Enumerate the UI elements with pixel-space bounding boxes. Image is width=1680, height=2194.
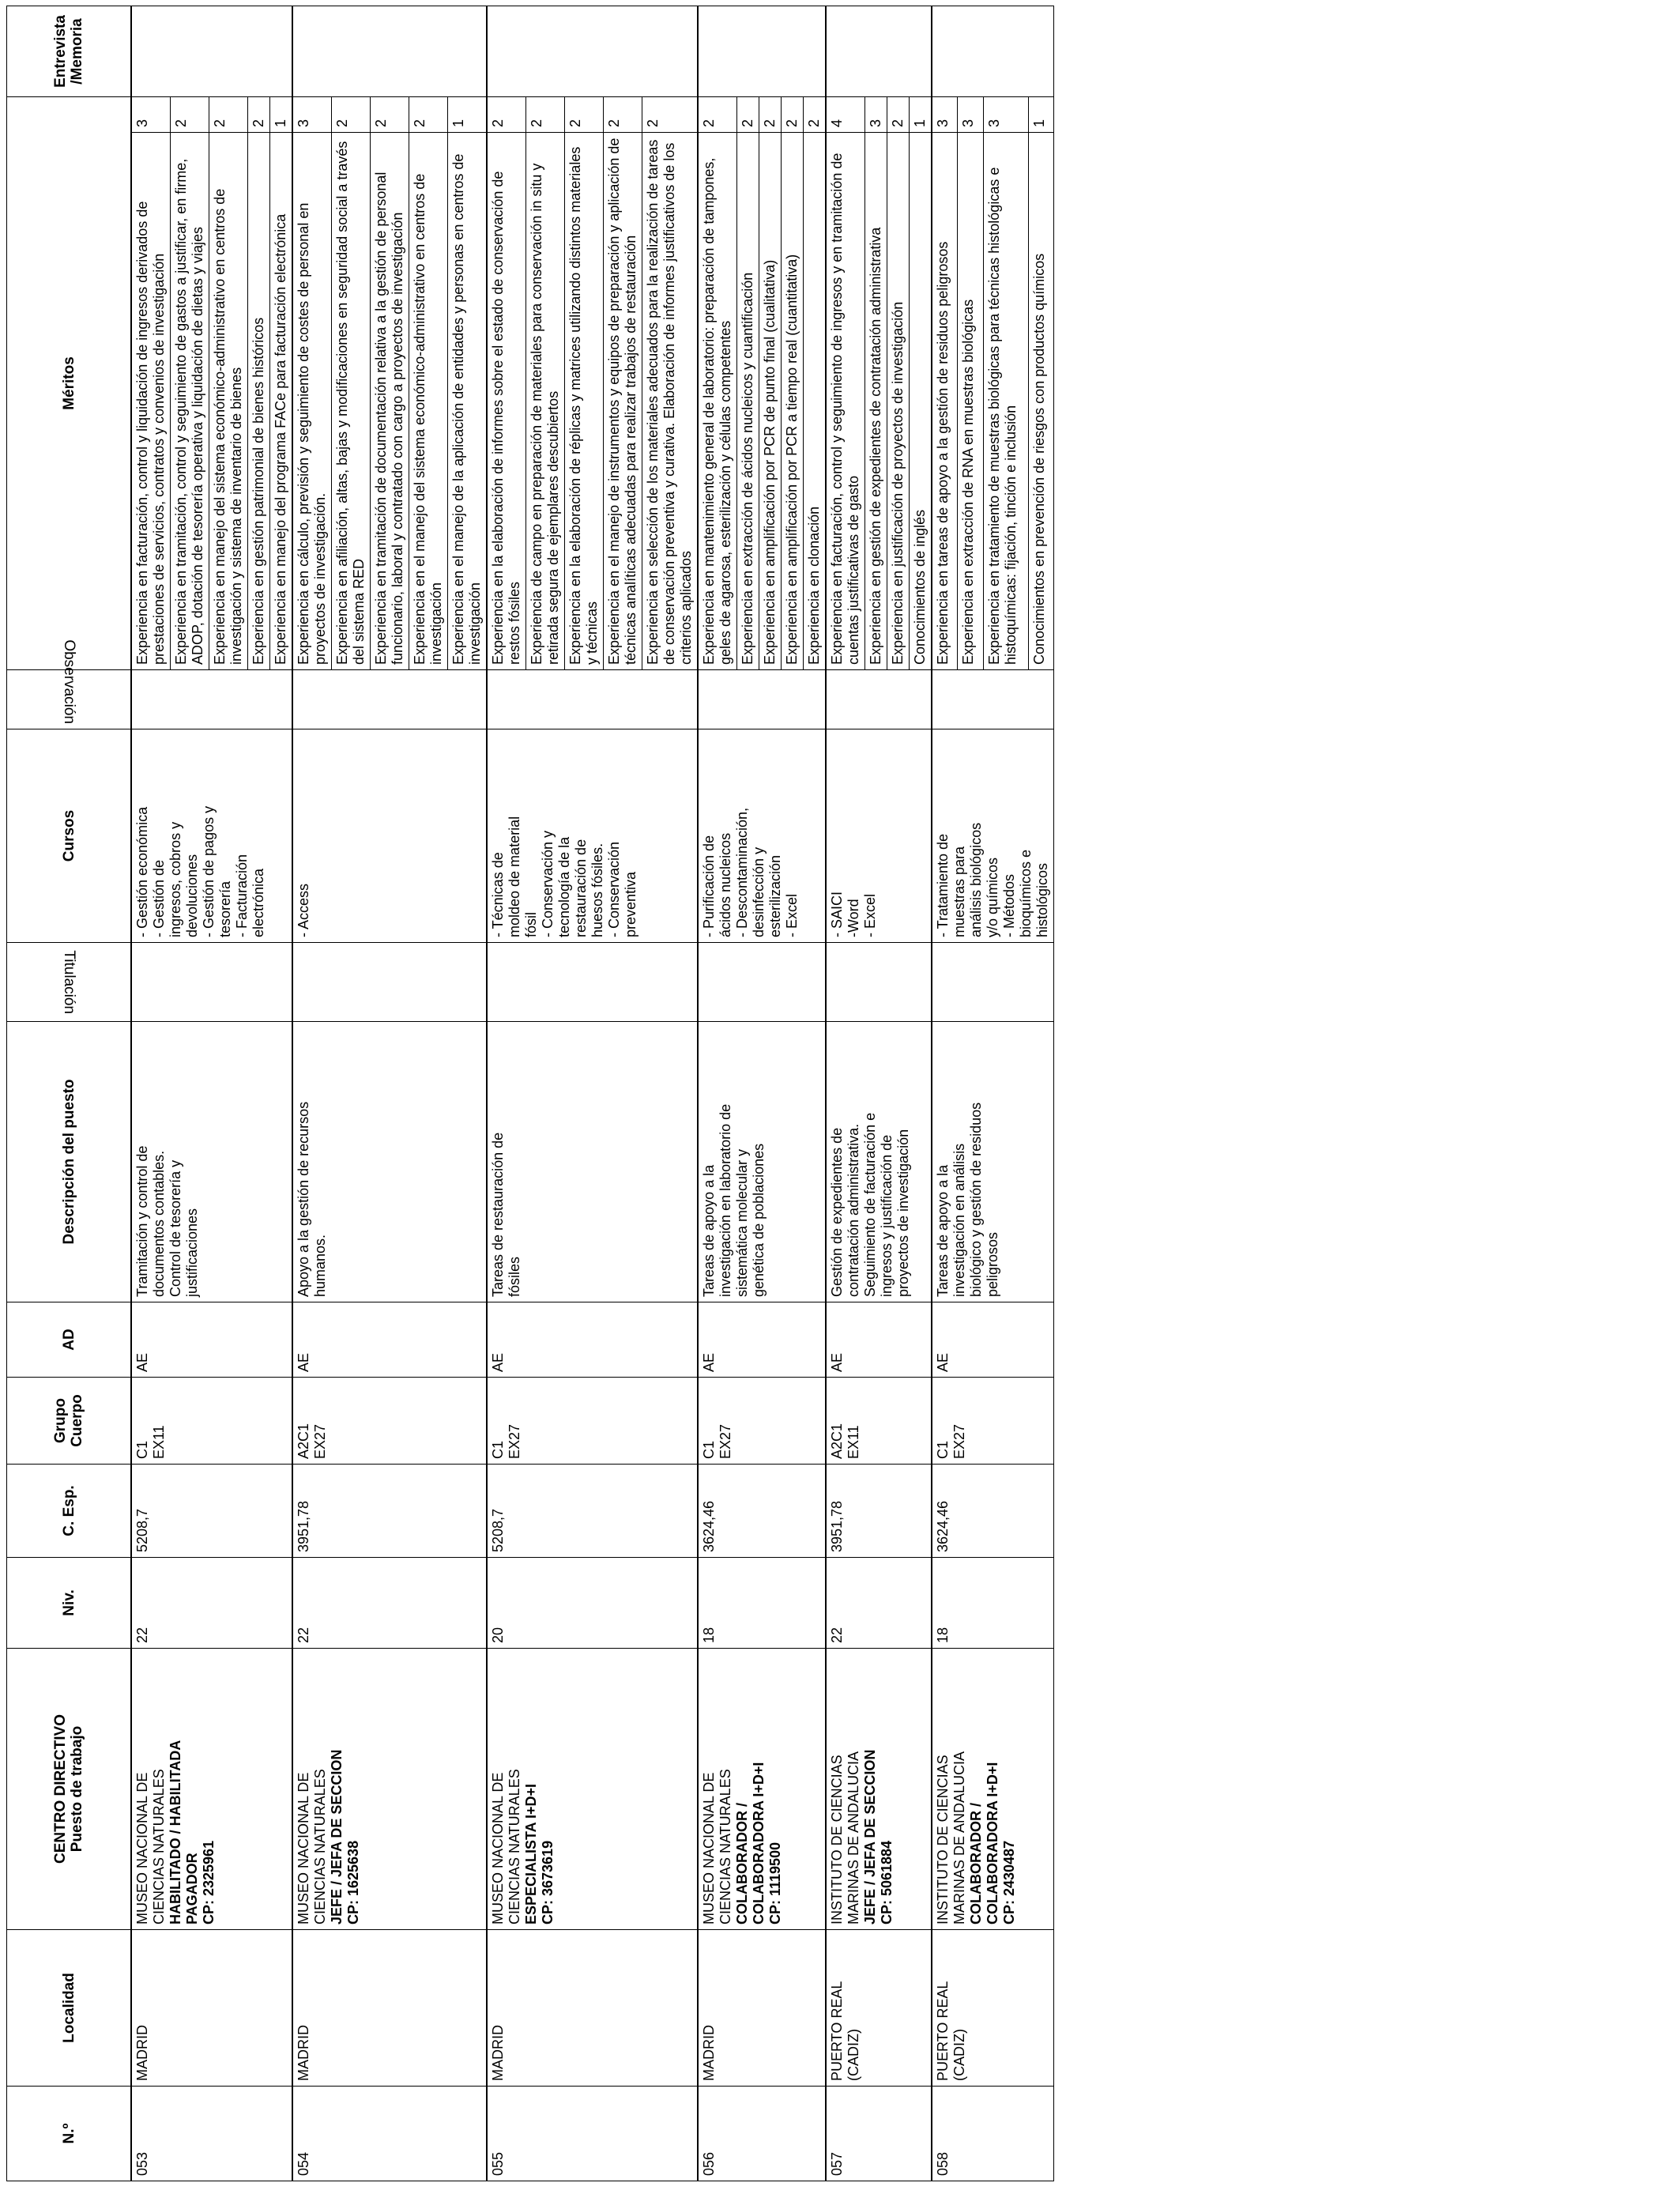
cell-entrevista — [487, 6, 698, 96]
cell-centro — [292, 1649, 487, 1930]
cell-num: 057 — [826, 2087, 932, 2181]
cell-localidad: MADRID — [487, 1930, 698, 2087]
cell-titulacion — [826, 943, 932, 1022]
merito-text: Experiencia en extracción de ácidos nucleicos y cuantificación — [737, 133, 759, 670]
cell-niv: 20 — [487, 1558, 698, 1649]
merito-text: Experiencia en extracción de RNA en muestras biológicas — [958, 133, 983, 670]
cell-ad: AE — [826, 1302, 932, 1378]
table-row — [826, 6, 865, 2181]
cell-num: 058 — [932, 2087, 1054, 2181]
merito-score: 2 — [604, 96, 642, 132]
merito-score: 2 — [759, 96, 782, 132]
centro-name: MUSEO NACIONAL DE CIENCIAS NATURALES — [490, 1769, 522, 1924]
merito-score: 1 — [270, 96, 293, 132]
cell-num: 054 — [292, 2087, 487, 2181]
cell-cesp: 3624,46 — [698, 1465, 826, 1558]
merito-text: Experiencia en selección de los materiales adecuados para la realización de tareas de conservación preventiva y curativa. Elaboración de informes justificativos de los criterios aplicados — [642, 133, 699, 670]
col-cursos: Cursos — [7, 729, 132, 943]
cell-localidad: PUERTO REAL (CADIZ) — [826, 1930, 932, 2087]
merito-text: Experiencia en clonación — [804, 133, 827, 670]
cell-observacion — [131, 670, 292, 729]
cell-ad: AE — [698, 1302, 826, 1378]
merito-text: Experiencia en tareas de apoyo a la gestión de residuos peligrosos — [932, 133, 958, 670]
merito-text: Experiencia en el manejo de instrumentos y equipos de preparación y aplicación de técnicas analíticas adecuadas para realizar trabajos de restauración — [604, 133, 642, 670]
cell-cesp: 5208,7 — [131, 1465, 292, 1558]
puesto-title: JEFE / JEFA DE SECCION CP: 1625638 — [329, 1749, 361, 1924]
cell-desc: Tramitación y control de documentos contables. Control de tesorería y justificaciones — [131, 1022, 292, 1302]
cell-desc: Tareas de restauración de fósiles — [487, 1022, 698, 1302]
col-observacion: Observación — [7, 670, 132, 729]
merito-text: Experiencia en la elaboración de informes sobre el estado de conservación de restos fósiles — [487, 133, 526, 670]
cell-ad: AE — [487, 1302, 698, 1378]
cell-cursos: - Tratamiento de muestras para análisis biológicos y/o químicos - Métodos bioquímicos e histológicos — [932, 729, 1054, 943]
puesto-title: COLABORADOR / COLABORADORA I+D+I CP: 2430487 — [968, 1762, 1017, 1924]
table-row — [131, 6, 171, 2181]
merito-text: Experiencia en el manejo de la aplicación de entidades y personas en centros de investigación — [448, 133, 488, 670]
col-titulacion: Titulación — [7, 943, 132, 1022]
cell-entrevista — [932, 6, 1054, 96]
cell-niv: 22 — [131, 1558, 292, 1649]
cell-observacion — [826, 670, 932, 729]
cell-titulacion — [932, 943, 1054, 1022]
cell-cursos: - Gestión económica - Gestión de ingresos, cobros y devoluciones - Gestión de pagos y tesorería - Facturación electrónica — [131, 729, 292, 943]
merito-score: 2 — [565, 96, 604, 132]
col-entrevista: Entrevista /Memoria — [7, 6, 132, 96]
centro-name: MUSEO NACIONAL DE CIENCIAS NATURALES — [134, 1769, 167, 1924]
cell-grupo: A2C1 EX27 — [292, 1378, 487, 1465]
merito-score: 1 — [1028, 96, 1053, 132]
col-num: N.º — [7, 2087, 132, 2181]
cell-niv: 18 — [698, 1558, 826, 1649]
cell-cursos: - Access — [292, 729, 487, 943]
col-desc: Descripción del puesto — [7, 1022, 132, 1302]
merito-score: 2 — [737, 96, 759, 132]
cell-ad: AE — [131, 1302, 292, 1378]
cell-entrevista — [292, 6, 487, 96]
cell-cesp: 3951,78 — [826, 1465, 932, 1558]
centro-name: INSTITUTO DE CIENCIAS MARINAS DE ANDALUCIA — [829, 1751, 861, 1924]
cell-localidad: MADRID — [698, 1930, 826, 2087]
merito-score: 4 — [826, 96, 865, 132]
table-row — [698, 6, 737, 2181]
merito-score: 2 — [248, 96, 270, 132]
merito-text: Experiencia en cálculo, previsión y seguimiento de costes de personal en proyectos de investigación. — [292, 133, 332, 670]
vacancies-table — [6, 6, 1054, 2181]
merito-text: Experiencia en facturación, control y liquidación de ingresos derivados de prestaciones de servicios, contratos y convenios de investigación — [131, 133, 171, 670]
col-cesp: C. Esp. — [7, 1465, 132, 1558]
cell-titulacion — [131, 943, 292, 1022]
cell-grupo: C1 EX27 — [698, 1378, 826, 1465]
col-localidad: Localidad — [7, 1930, 132, 2087]
merito-score: 3 — [865, 96, 887, 132]
table-row — [487, 6, 526, 2181]
cell-observacion — [698, 670, 826, 729]
puesto-title: HABILITADO / HABILITADA PAGADOR CP: 2325961 — [168, 1740, 217, 1924]
cell-num: 053 — [131, 2087, 292, 2181]
cell-grupo: C1 EX27 — [487, 1378, 698, 1465]
cell-observacion — [292, 670, 487, 729]
cell-entrevista — [698, 6, 826, 96]
col-niv: Niv. — [7, 1558, 132, 1649]
merito-text: Conocimientos en prevención de riesgos con productos químicos — [1028, 133, 1053, 670]
merito-text: Experiencia en tratamiento de muestras biológicas para técnicas histológicas e histoquímicas: fijación, tinción e inclusión — [983, 133, 1028, 670]
merito-score: 2 — [887, 96, 910, 132]
cell-ad: AE — [292, 1302, 487, 1378]
merito-text: Experiencia de campo en preparación de materiales para conservación in situ y retirada segura de ejemplares descubiertos — [526, 133, 565, 670]
cell-cesp: 5208,7 — [487, 1465, 698, 1558]
cell-desc: Tareas de apoyo a la investigación en análisis biológico y gestión de residuos peligrosos — [932, 1022, 1054, 1302]
merito-score: 2 — [171, 96, 209, 132]
cell-desc: Apoyo a la gestión de recursos humanos. — [292, 1022, 487, 1302]
merito-text: Conocimientos de inglés — [910, 133, 932, 670]
header-row — [7, 6, 132, 2181]
merito-score: 1 — [448, 96, 488, 132]
centro-name: MUSEO NACIONAL DE CIENCIAS NATURALES — [701, 1769, 733, 1924]
merito-text: Experiencia en amplificación por PCR a tiempo real (cuantitativa) — [782, 133, 804, 670]
merito-score: 3 — [292, 96, 332, 132]
merito-score: 2 — [487, 96, 526, 132]
merito-score: 3 — [983, 96, 1028, 132]
cell-cursos: - Técnicas de moldeo de material fósil - Conservación y tecnología de la restauración de huesos fósiles. - Conservación preventiva — [487, 729, 698, 943]
merito-text: Experiencia en justificación de proyectos de investigación — [887, 133, 910, 670]
merito-score: 1 — [910, 96, 932, 132]
merito-text: Experiencia en afiliación, altas, bajas y modificaciones en seguridad social a través del sistema RED — [332, 133, 371, 670]
cell-ad: AE — [932, 1302, 1054, 1378]
cell-centro — [698, 1649, 826, 1930]
merito-text: Experiencia en el manejo del sistema económico-administrativo en centros de investigación — [409, 133, 448, 670]
merito-score: 3 — [131, 96, 171, 132]
cell-titulacion — [292, 943, 487, 1022]
cell-centro — [932, 1649, 1054, 1930]
cell-localidad: PUERTO REAL (CADIZ) — [932, 1930, 1054, 2087]
merito-score: 2 — [804, 96, 827, 132]
cell-localidad: MADRID — [292, 1930, 487, 2087]
cell-titulacion — [698, 943, 826, 1022]
merito-score: 2 — [371, 96, 409, 132]
col-grupo: Grupo Cuerpo — [7, 1378, 132, 1465]
cell-grupo: A2C1 EX11 — [826, 1378, 932, 1465]
cell-observacion — [487, 670, 698, 729]
puesto-title: COLABORADOR / COLABORADORA I+D+I CP: 1119500 — [734, 1762, 783, 1924]
cell-desc: Gestión de expedientes de contratación administrativa. Seguimiento de facturación e ingresos y justificación de proyectos de investigación — [826, 1022, 932, 1302]
merito-text: Experiencia en la elaboración de réplicas y matrices utilizando distintos materiales y técnicas — [565, 133, 604, 670]
puesto-title: ESPECIALISTA I+D+I CP: 3673619 — [523, 1783, 556, 1924]
cell-num: 055 — [487, 2087, 698, 2181]
centro-name: INSTITUTO DE CIENCIAS MARINAS DE ANDALUCIA — [935, 1751, 967, 1924]
cell-cursos: - SAICI -Word - Excel — [826, 729, 932, 943]
merito-text: Experiencia en facturación, control y seguimiento de ingresos y en tramitación de cuentas justificativas de gasto — [826, 133, 865, 670]
cell-cursos: - Purificación de ácidos nucleicos - Descontaminación, desinfección y esterilización - Excel — [698, 729, 826, 943]
cell-desc: Tareas de apoyo a la investigación en laboratorio de sistemática molecular y genética de poblaciones — [698, 1022, 826, 1302]
merito-score: 2 — [642, 96, 699, 132]
cell-localidad: MADRID — [131, 1930, 292, 2087]
cell-centro — [826, 1649, 932, 1930]
cell-niv: 18 — [932, 1558, 1054, 1649]
merito-text: Experiencia en mantenimiento general de laboratorio: preparación de tampones, geles de agarosa, esterilización y células competentes — [698, 133, 737, 670]
cell-grupo: C1 EX27 — [932, 1378, 1054, 1465]
cell-niv: 22 — [292, 1558, 487, 1649]
merito-score: 3 — [932, 96, 958, 132]
centro-name: MUSEO NACIONAL DE CIENCIAS NATURALES — [296, 1769, 328, 1924]
merito-text: Experiencia en gestión de expedientes de contratación administrativa — [865, 133, 887, 670]
table-row — [932, 6, 958, 2181]
cell-num: 056 — [698, 2087, 826, 2181]
merito-text: Experiencia en tramitación, control y seguimiento de gastos a justificar, en firme, ADOP, dotación de tesorería operativa y liquidación de dietas y viajes — [171, 133, 209, 670]
merito-text: Experiencia en manejo del programa FACe para facturación electrónica — [270, 133, 293, 670]
cell-titulacion — [487, 943, 698, 1022]
col-meritos: Méritos — [7, 96, 132, 669]
cell-centro — [131, 1649, 292, 1930]
merito-score: 2 — [332, 96, 371, 132]
col-ad: AD — [7, 1302, 132, 1378]
merito-score: 2 — [409, 96, 448, 132]
merito-score: 2 — [782, 96, 804, 132]
cell-centro — [487, 1649, 698, 1930]
merito-text: Experiencia en amplificación por PCR de punto final (cualitativa) — [759, 133, 782, 670]
table-row — [292, 6, 332, 2181]
col-centro: CENTRO DIRECTIVO Puesto de trabajo — [7, 1649, 132, 1930]
cell-niv: 22 — [826, 1558, 932, 1649]
cell-entrevista — [131, 6, 292, 96]
puesto-title: JEFE / JEFA DE SECCION CP: 5061884 — [862, 1749, 895, 1924]
merito-text: Experiencia en manejo del sistema económico-administrativo en centros de investigación y sistema de inventario de bienes — [209, 133, 248, 670]
cell-observacion — [932, 670, 1054, 729]
merito-score: 2 — [526, 96, 565, 132]
merito-score: 3 — [958, 96, 983, 132]
cell-cesp: 3624,46 — [932, 1465, 1054, 1558]
cell-grupo: C1 EX11 — [131, 1378, 292, 1465]
merito-text: Experiencia en gestión patrimonial de bienes históricos — [248, 133, 270, 670]
table-body — [131, 6, 1054, 2181]
merito-text: Experiencia en tramitación de documentación relativa a la gestión de personal funcionario, laboral y contratado con cargo a proyectos de investigación — [371, 133, 409, 670]
cell-cesp: 3951,78 — [292, 1465, 487, 1558]
merito-score: 2 — [209, 96, 248, 132]
cell-entrevista — [826, 6, 932, 96]
merito-score: 2 — [698, 96, 737, 132]
